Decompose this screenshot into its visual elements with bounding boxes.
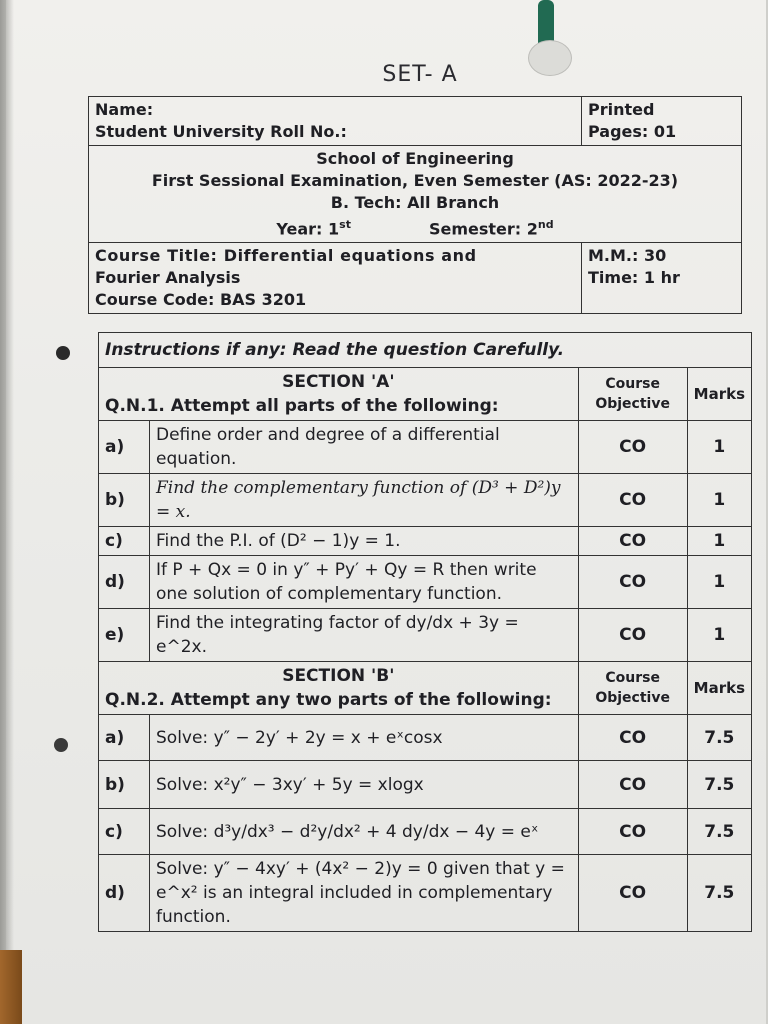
question-co: CO (578, 715, 687, 761)
question-text: Solve: x²y″ − 3xy′ + 5y = xlogx (150, 761, 579, 809)
school-name: School of Engineering (316, 149, 514, 168)
course-code: Course Code: BAS 3201 (95, 290, 307, 310)
course-title-line1: Course Title: Differential equations and (95, 246, 477, 266)
year-semester-line (95, 214, 735, 240)
section-b-co-header: Course Objective (578, 662, 687, 715)
question-co: CO (578, 855, 687, 932)
question-marks: 1 (687, 556, 751, 609)
exam-header-table (88, 96, 742, 314)
question-co: CO (578, 527, 687, 556)
course-cell (89, 243, 582, 314)
question-marks: 1 (687, 527, 751, 556)
question-marks: 1 (687, 421, 751, 474)
question-label: b) (99, 761, 150, 809)
table-row (99, 761, 752, 809)
roll-label: Student University Roll No.: (95, 122, 347, 141)
pages-count: Pages: 01 (588, 122, 677, 141)
marks-time-cell (582, 243, 742, 314)
question-co: CO (578, 761, 687, 809)
printed-pages-cell (582, 97, 742, 146)
semester: Semester: 2nd (428, 218, 554, 239)
question-co: CO (578, 609, 687, 662)
question-label: d) (99, 556, 150, 609)
section-a-header (99, 368, 579, 421)
table-row (99, 809, 752, 855)
table-row (99, 855, 752, 932)
table-row (99, 609, 752, 662)
paper-edge-shadow (0, 0, 14, 1024)
year: Year: 1st (276, 218, 351, 239)
questions-table (98, 332, 752, 932)
question-label: c) (99, 527, 150, 556)
question-label: a) (99, 715, 150, 761)
exam-time: Time: 1 hr (588, 268, 680, 288)
question-label: c) (99, 809, 150, 855)
question-text: Find the integrating factor of dy/dx + 3y = e^2x. (150, 609, 579, 662)
question-co: CO (578, 474, 687, 527)
question-marks: 1 (687, 474, 751, 527)
table-row (99, 474, 752, 527)
table-row (99, 715, 752, 761)
instructions: Instructions if any: Read the question Carefully. (99, 333, 752, 368)
question-marks: 7.5 (687, 761, 751, 809)
question-text: If P + Qx = 0 in y″ + Py′ + Qy = R then write one solution of complementary function. (150, 556, 579, 609)
section-b-marks-header: Marks (687, 662, 751, 715)
name-roll-cell (89, 97, 582, 146)
question-text: Find the P.I. of (D² − 1)y = 1. (150, 527, 579, 556)
course-title-line2: Fourier Analysis (95, 268, 241, 288)
section-a-marks-header: Marks (687, 368, 751, 421)
section-a-title: SECTION 'A' (282, 372, 395, 392)
table-row (99, 556, 752, 609)
table-row (99, 527, 752, 556)
question-label: a) (99, 421, 150, 474)
question-text: Solve: d³y/dx³ − d²y/dx² + 4 dy/dx − 4y = eˣ (150, 809, 579, 855)
branch: B. Tech: All Branch (330, 193, 500, 212)
question-marks: 7.5 (687, 855, 751, 932)
question-text: Solve: y″ − 4xy′ + (4x² − 2)y = 0 given that y = e^x² is an integral included in complementary function. (150, 855, 579, 932)
question-text: Solve: y″ − 2y′ + 2y = x + eˣcosx (150, 715, 579, 761)
tag-knot (528, 40, 572, 76)
section-b-prompt: Q.N.2. Attempt any two parts of the following: (105, 690, 552, 710)
punch-hole-top (56, 346, 70, 360)
question-label: e) (99, 609, 150, 662)
question-marks: 7.5 (687, 809, 751, 855)
question-co: CO (578, 421, 687, 474)
question-text: Find the complementary function of (D³ + D²)y = x. (150, 474, 579, 527)
wooden-surface (0, 950, 22, 1024)
punch-hole-bottom (54, 738, 68, 752)
printed-label: Printed (588, 100, 655, 119)
name-label: Name: (95, 100, 154, 119)
set-title: SET- A (382, 62, 458, 87)
question-text: Define order and degree of a differential equation. (150, 421, 579, 474)
question-marks: 7.5 (687, 715, 751, 761)
section-b-header (99, 662, 579, 715)
exam-name: First Sessional Examination, Even Semester (AS: 2022-23) (151, 171, 679, 190)
section-a-prompt: Q.N.1. Attempt all parts of the following: (105, 396, 499, 416)
question-co: CO (578, 556, 687, 609)
question-label: b) (99, 474, 150, 527)
table-row (99, 421, 752, 474)
question-marks: 1 (687, 609, 751, 662)
question-label: d) (99, 855, 150, 932)
max-marks: M.M.: 30 (588, 246, 667, 266)
question-co: CO (578, 809, 687, 855)
section-b-title: SECTION 'B' (282, 666, 395, 686)
section-a-co-header: Course Objective (578, 368, 687, 421)
exam-info-cell (89, 146, 742, 243)
